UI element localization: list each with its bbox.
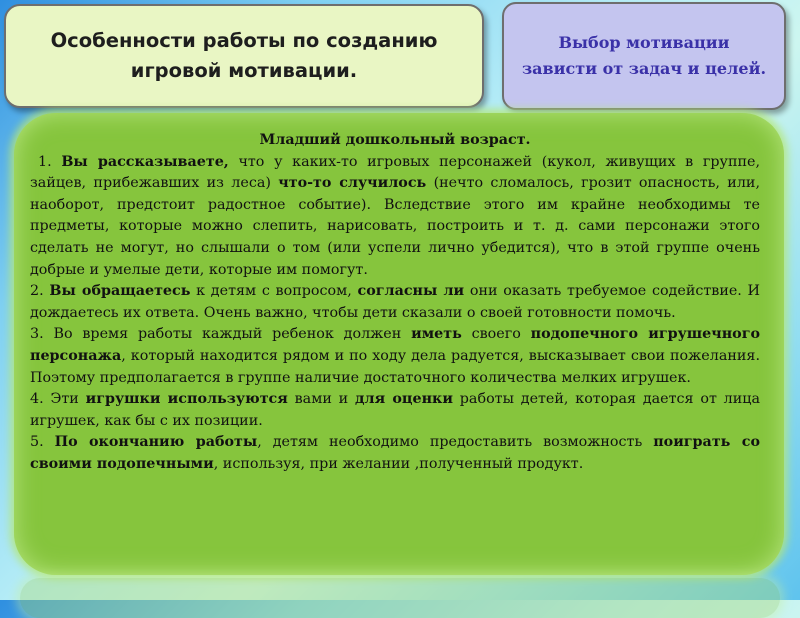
paragraph-1: 1. Вы рассказываете, что у каких-то игровых персонажей (кукол, живущих в группе, зайцев, прибежавших из леса) что-то случилось (нечто сломалось, грозит опасность, или, наоборот, предстоит радостное событие). Вследствие этого им крайне необходимы те предметы, которые можно слепить, нарисовать, построить и т. д. сами персонажи этого сделать не могут, но слышали о том (или успели лично убедится), что в этой группе очень добрые и умелые дети, которые им помогут.	[30, 153, 761, 278]
paragraph-2: 2. Вы обращаетесь к детям с вопросом, согласны ли они оказать требуемое содействие. И дождаетесь их ответа. Очень важно, чтобы дети сказали о своей готовности помочь.	[30, 283, 761, 321]
paragraph-4: 4. Эти игрушки используются вами и для оценки работы детей, которая дается от лица игрушек, как бы с их позиции.	[30, 391, 760, 429]
emphasis: Вы рассказываете,	[61, 153, 229, 170]
paragraph-5: 5. По окончанию работы, детям необходимо предоставить возможность поиграть со своими подопечными, используя, при желании ,полученный продукт.	[30, 434, 760, 472]
emphasis: игрушки используются	[85, 391, 288, 408]
emphasis: согласны ли	[357, 283, 465, 300]
paragraph-3: 3. Во время работы каждый ребенок должен иметь своего подопечного игрушечного персонажа, который находится рядом и по ходу дела радуется, высказывает свои пожелания. Поэтому предполагается в группе наличие достаточного количества мелких игрушек.	[30, 326, 760, 386]
motivation-note-box	[502, 2, 786, 110]
slide-title: Особенности работы по созданию игровой мотивации.	[50, 29, 438, 82]
content-panel	[14, 113, 784, 575]
section-heading: Младший дошкольный возраст.	[259, 132, 531, 148]
emphasis: иметь	[411, 326, 462, 343]
panel-reflection	[20, 578, 780, 618]
title-box	[4, 4, 484, 108]
emphasis: подопечного игрушечного персонажа	[30, 326, 760, 364]
emphasis: что-то случилось	[278, 175, 427, 192]
emphasis: По окончанию работы	[54, 434, 258, 451]
content-text	[30, 130, 760, 476]
motivation-note: Выбор мотивации зависти от задач и целей.	[521, 33, 767, 78]
emphasis: Вы обращаетесь	[49, 283, 191, 300]
emphasis: для оценки	[354, 391, 453, 408]
emphasis: поиграть со своими подопечными	[30, 434, 760, 472]
